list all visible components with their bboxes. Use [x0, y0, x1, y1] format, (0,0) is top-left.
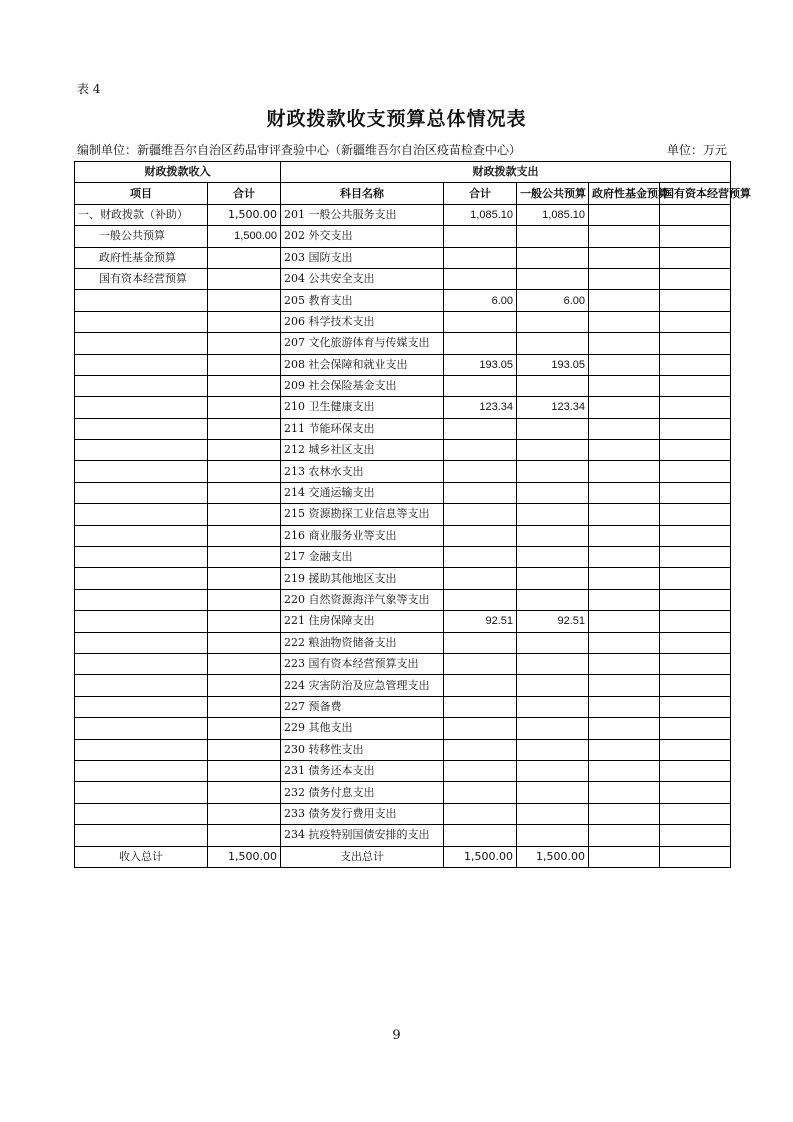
gov-fund-cell	[589, 375, 660, 396]
state-capital-cell	[660, 311, 731, 332]
expense-total-cell	[444, 632, 517, 653]
income-item-cell	[75, 675, 208, 696]
unit-of-measure: 单位：万元	[666, 143, 727, 157]
state-capital-cell	[660, 718, 731, 739]
table-row	[75, 333, 731, 354]
gov-fund-cell	[589, 632, 660, 653]
gov-fund-cell	[589, 589, 660, 610]
general-budget-header: 一般公共预算	[517, 183, 589, 204]
income-item-cell	[75, 547, 208, 568]
subject-name-cell: 208 社会保障和就业支出	[281, 354, 444, 375]
subject-name-cell: 229 其他支出	[281, 718, 444, 739]
subject-name-cell: 223 国有资本经营预算支出	[281, 653, 444, 674]
table-row	[75, 675, 731, 696]
subject-name-cell: 203 国防支出	[281, 247, 444, 268]
state-capital-cell	[660, 525, 731, 546]
table-row	[75, 226, 731, 247]
gov-fund-header: 政府性基金预算	[589, 183, 660, 204]
table-row	[75, 589, 731, 610]
table-row	[75, 290, 731, 311]
expense-total-cell: 6.00	[444, 290, 517, 311]
table-row	[75, 397, 731, 418]
general-budget-cell	[517, 482, 589, 503]
expense-total-cell: 123.34	[444, 397, 517, 418]
expense-total-cell	[444, 440, 517, 461]
subject-name-cell: 234 抗疫特别国债安排的支出	[281, 825, 444, 846]
state-capital-cell	[660, 247, 731, 268]
expense-total-cell	[444, 504, 517, 525]
table-row	[75, 632, 731, 653]
gov-fund-cell	[589, 525, 660, 546]
expense-total-cell	[444, 547, 517, 568]
expense-total-cell	[444, 226, 517, 247]
income-total-cell	[208, 547, 281, 568]
general-budget-cell	[517, 568, 589, 589]
income-group-header: 财政拨款收入	[75, 162, 281, 183]
expense-total-cell	[444, 782, 517, 803]
state-capital-cell	[660, 589, 731, 610]
income-item-cell	[75, 696, 208, 717]
income-item-cell: 政府性基金预算	[75, 247, 208, 268]
subject-name-cell: 212 城乡社区支出	[281, 440, 444, 461]
general-budget-cell	[517, 525, 589, 546]
expense-total-cell	[444, 696, 517, 717]
income-item-cell	[75, 653, 208, 674]
income-total-cell	[208, 696, 281, 717]
state-capital-cell	[660, 632, 731, 653]
gov-fund-cell	[589, 803, 660, 824]
gov-fund-cell	[589, 204, 660, 225]
gov-fund-cell	[589, 825, 660, 846]
income-item-cell	[75, 589, 208, 610]
expense-total-cell	[444, 268, 517, 289]
state-capital-cell	[660, 290, 731, 311]
expense-total-cell	[444, 461, 517, 482]
income-item-cell	[75, 825, 208, 846]
table-row	[75, 696, 731, 717]
subject-name-cell: 219 援助其他地区支出	[281, 568, 444, 589]
gov-fund-cell	[589, 418, 660, 439]
general-budget-cell	[517, 504, 589, 525]
income-item-cell	[75, 311, 208, 332]
expense-total-cell	[444, 718, 517, 739]
table-row	[75, 739, 731, 760]
general-budget-cell: 6.00	[517, 290, 589, 311]
subject-name-cell: 224 灾害防治及应急管理支出	[281, 675, 444, 696]
table-row	[75, 418, 731, 439]
gov-fund-cell	[589, 226, 660, 247]
table-row	[75, 653, 731, 674]
gov-fund-cell	[589, 568, 660, 589]
table-row	[75, 311, 731, 332]
subject-name-cell: 209 社会保险基金支出	[281, 375, 444, 396]
subject-name-cell: 215 资源勘探工业信息等支出	[281, 504, 444, 525]
state-capital-cell	[660, 482, 731, 503]
income-total-header: 合计	[208, 183, 281, 204]
table-row	[75, 204, 731, 225]
page-number: 9	[392, 1028, 401, 1043]
subject-name-cell: 230 转移性支出	[281, 739, 444, 760]
income-item-cell	[75, 418, 208, 439]
general-budget-cell	[517, 760, 589, 781]
general-budget-cell	[517, 333, 589, 354]
expense-total-cell	[444, 482, 517, 503]
subject-name-cell: 210 卫生健康支出	[281, 397, 444, 418]
income-total-cell	[208, 333, 281, 354]
income-item-cell	[75, 333, 208, 354]
general-budget-cell	[517, 803, 589, 824]
subject-name-cell: 211 节能环保支出	[281, 418, 444, 439]
state-capital-cell	[660, 739, 731, 760]
gov-fund-cell	[589, 311, 660, 332]
table-row	[75, 482, 731, 503]
general-budget-cell	[517, 675, 589, 696]
subject-name-cell: 216 商业服务业等支出	[281, 525, 444, 546]
income-total-cell	[208, 461, 281, 482]
header-row-columns	[75, 183, 731, 204]
income-item-cell	[75, 375, 208, 396]
gov-fund-cell	[589, 354, 660, 375]
income-total-cell	[208, 482, 281, 503]
state-capital-cell	[660, 611, 731, 632]
subject-name-cell: 220 自然资源海洋气象等支出	[281, 589, 444, 610]
subject-name-header: 科目名称	[281, 183, 444, 204]
income-total-cell	[208, 739, 281, 760]
income-total-cell	[208, 268, 281, 289]
general-budget-cell: 1,085.10	[517, 204, 589, 225]
expense-total-cell	[444, 375, 517, 396]
income-item-cell: 国有资本经营预算	[75, 268, 208, 289]
gov-fund-cell	[589, 653, 660, 674]
general-budget-cell: 123.34	[517, 397, 589, 418]
subject-name-cell: 232 债务付息支出	[281, 782, 444, 803]
income-total-cell	[208, 397, 281, 418]
income-item-cell	[75, 504, 208, 525]
income-total-cell	[208, 611, 281, 632]
expense-total-cell	[444, 418, 517, 439]
expense-total-cell	[444, 333, 517, 354]
subject-name-cell: 231 债务还本支出	[281, 760, 444, 781]
subject-name-cell: 213 农林水支出	[281, 461, 444, 482]
state-capital-cell	[660, 782, 731, 803]
general-budget-cell	[517, 696, 589, 717]
income-total-cell	[208, 675, 281, 696]
general-budget-cell	[517, 547, 589, 568]
income-item-cell	[75, 632, 208, 653]
income-total-cell	[208, 418, 281, 439]
gov-fund-cell	[589, 268, 660, 289]
state-capital-cell	[660, 803, 731, 824]
income-item-cell	[75, 718, 208, 739]
income-total-cell	[208, 760, 281, 781]
state-capital-cell	[660, 397, 731, 418]
table-row	[75, 461, 731, 482]
general-budget-cell	[517, 247, 589, 268]
gov-fund-cell	[589, 504, 660, 525]
state-capital-cell	[660, 418, 731, 439]
table-row	[75, 375, 731, 396]
income-total-cell	[208, 825, 281, 846]
subject-name-cell: 233 债务发行费用支出	[281, 803, 444, 824]
state-capital-cell	[660, 333, 731, 354]
income-item-cell	[75, 290, 208, 311]
gov-fund-cell	[589, 739, 660, 760]
general-budget-cell	[517, 632, 589, 653]
compiling-unit: 编制单位：新疆维吾尔自治区药品审评查验中心（新疆维吾尔自治区疫苗检查中心）	[77, 143, 522, 157]
subject-name-cell: 206 科学技术支出	[281, 311, 444, 332]
general-budget-cell	[517, 825, 589, 846]
state-capital-cell	[660, 825, 731, 846]
state-capital-cell	[660, 760, 731, 781]
income-item-cell	[75, 760, 208, 781]
expense-total-cell: 193.05	[444, 354, 517, 375]
income-item-cell	[75, 568, 208, 589]
state-capital-cell	[660, 547, 731, 568]
income-total-cell	[208, 247, 281, 268]
expense-total-cell	[444, 311, 517, 332]
state-capital-cell	[660, 461, 731, 482]
general-budget-cell	[517, 782, 589, 803]
subject-name-cell: 205 教育支出	[281, 290, 444, 311]
state-capital-total	[660, 846, 731, 867]
income-total-cell	[208, 525, 281, 546]
income-item-cell	[75, 397, 208, 418]
table-row	[75, 611, 731, 632]
expense-total-cell	[444, 653, 517, 674]
gov-fund-cell	[589, 333, 660, 354]
income-total-cell	[208, 718, 281, 739]
income-item-cell	[75, 525, 208, 546]
general-budget-cell	[517, 226, 589, 247]
expense-total-cell: 92.51	[444, 611, 517, 632]
expense-total-cell	[444, 675, 517, 696]
table-row	[75, 247, 731, 268]
income-item-cell	[75, 782, 208, 803]
income-total-cell	[208, 803, 281, 824]
income-item-cell	[75, 482, 208, 503]
table-row	[75, 760, 731, 781]
state-capital-cell	[660, 354, 731, 375]
expense-group-header: 财政拨款支出	[281, 162, 731, 183]
gov-fund-total	[589, 846, 660, 867]
state-capital-cell	[660, 568, 731, 589]
gov-fund-cell	[589, 675, 660, 696]
totals-row	[75, 846, 731, 867]
income-total-cell	[208, 354, 281, 375]
gov-fund-cell	[589, 290, 660, 311]
general-budget-cell	[517, 718, 589, 739]
table-row	[75, 440, 731, 461]
general-budget-cell	[517, 440, 589, 461]
table-row	[75, 718, 731, 739]
expense-total-header: 合计	[444, 183, 517, 204]
subject-name-cell: 217 金融支出	[281, 547, 444, 568]
state-capital-cell	[660, 504, 731, 525]
state-capital-cell	[660, 653, 731, 674]
general-budget-cell	[517, 311, 589, 332]
expense-total-cell	[444, 825, 517, 846]
income-total-cell: 1,500.00	[208, 204, 281, 225]
table-row	[75, 825, 731, 846]
general-budget-cell: 193.05	[517, 354, 589, 375]
table-row	[75, 782, 731, 803]
table-row	[75, 525, 731, 546]
item-header: 项目	[75, 183, 208, 204]
general-budget-cell	[517, 589, 589, 610]
expense-total-value: 1,500.00	[444, 846, 517, 867]
income-total-cell	[208, 589, 281, 610]
expense-total-cell	[444, 760, 517, 781]
general-budget-cell	[517, 739, 589, 760]
subject-name-cell: 202 外交支出	[281, 226, 444, 247]
income-total-cell	[208, 440, 281, 461]
state-capital-cell	[660, 268, 731, 289]
income-item-cell	[75, 461, 208, 482]
subject-name-cell: 214 交通运输支出	[281, 482, 444, 503]
table-row	[75, 504, 731, 525]
budget-table	[74, 161, 751, 868]
income-total-cell: 1,500.00	[208, 226, 281, 247]
income-item-cell: 一、财政拨款（补助）	[75, 204, 208, 225]
table-row	[75, 547, 731, 568]
expense-total-cell	[444, 247, 517, 268]
gov-fund-cell	[589, 718, 660, 739]
expense-total-cell: 1,085.10	[444, 204, 517, 225]
table-row	[75, 268, 731, 289]
general-budget-total: 1,500.00	[517, 846, 589, 867]
state-capital-cell	[660, 204, 731, 225]
gov-fund-cell	[589, 547, 660, 568]
table-number: 表 4	[77, 82, 101, 96]
subject-name-cell: 227 预备费	[281, 696, 444, 717]
subject-name-cell: 201 一般公共服务支出	[281, 204, 444, 225]
gov-fund-cell	[589, 397, 660, 418]
subject-name-cell: 221 住房保障支出	[281, 611, 444, 632]
expense-total-cell	[444, 589, 517, 610]
subject-name-cell: 204 公共安全支出	[281, 268, 444, 289]
income-item-cell	[75, 611, 208, 632]
table-body	[75, 204, 731, 846]
state-capital-cell	[660, 226, 731, 247]
income-total-cell	[208, 632, 281, 653]
expense-total-label: 支出总计	[281, 846, 444, 867]
general-budget-cell	[517, 461, 589, 482]
table-row	[75, 568, 731, 589]
header-row-group	[75, 162, 731, 183]
gov-fund-cell	[589, 440, 660, 461]
gov-fund-cell	[589, 760, 660, 781]
gov-fund-cell	[589, 247, 660, 268]
subject-name-cell: 207 文化旅游体育与传媒支出	[281, 333, 444, 354]
income-total-cell	[208, 311, 281, 332]
document-title: 财政拨款收支预算总体情况表	[266, 108, 527, 130]
expense-total-cell	[444, 568, 517, 589]
income-item-cell	[75, 803, 208, 824]
income-total-cell	[208, 782, 281, 803]
state-capital-cell	[660, 440, 731, 461]
income-item-cell	[75, 354, 208, 375]
general-budget-cell	[517, 653, 589, 674]
income-item-cell	[75, 440, 208, 461]
gov-fund-cell	[589, 611, 660, 632]
gov-fund-cell	[589, 461, 660, 482]
income-item-cell	[75, 739, 208, 760]
general-budget-cell	[517, 375, 589, 396]
income-total-cell	[208, 290, 281, 311]
table-row	[75, 803, 731, 824]
gov-fund-cell	[589, 782, 660, 803]
gov-fund-cell	[589, 482, 660, 503]
state-capital-header: 国有资本经营预算	[660, 183, 731, 204]
state-capital-cell	[660, 675, 731, 696]
expense-total-cell	[444, 803, 517, 824]
income-total-cell	[208, 653, 281, 674]
general-budget-cell: 92.51	[517, 611, 589, 632]
gov-fund-cell	[589, 696, 660, 717]
subject-name-cell: 222 粮油物资储备支出	[281, 632, 444, 653]
income-total-label: 收入总计	[75, 846, 208, 867]
income-total-cell	[208, 375, 281, 396]
general-budget-cell	[517, 418, 589, 439]
state-capital-cell	[660, 375, 731, 396]
income-total-cell	[208, 568, 281, 589]
income-item-cell: 一般公共预算	[75, 226, 208, 247]
income-total-value: 1,500.00	[208, 846, 281, 867]
table-row	[75, 354, 731, 375]
state-capital-cell	[660, 696, 731, 717]
general-budget-cell	[517, 268, 589, 289]
income-total-cell	[208, 504, 281, 525]
expense-total-cell	[444, 525, 517, 546]
expense-total-cell	[444, 739, 517, 760]
